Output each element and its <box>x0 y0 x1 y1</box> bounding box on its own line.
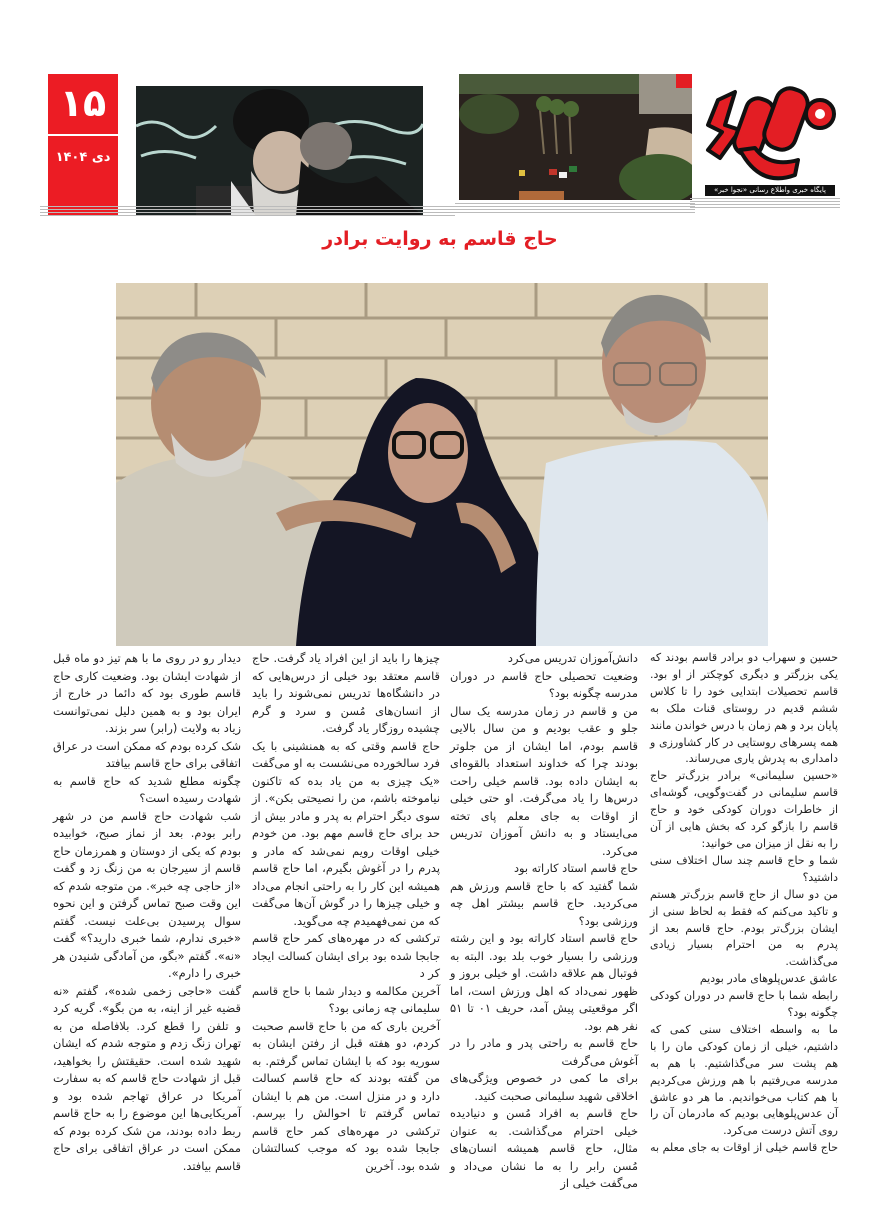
logo-tagline: پایگاه خبری واطلاع رسانی «نجوا خبر» <box>705 185 835 196</box>
article-column-2 <box>450 650 638 1193</box>
paragraph-question: آخرین مکالمه و دیدار شما با حاج قاسم سلیمانی چه زمانی بود؟ <box>252 983 440 1015</box>
header-photo-embrace-image <box>136 86 423 216</box>
paragraph: حاج قاسم به افراد مُسن و دنیادیده خیلی احترام می‌گذاشت. به عنوان مثال، حاج قاسم همیشه انسان‌های مُسن رابر را به ما نشان می‌داد و می‌گفت خیلی از <box>450 1106 638 1190</box>
paragraph: چیزها را باید از این افراد یاد گرفت. حاج قاسم معتقد بود خیلی از درس‌هایی که در دانشگاه‌ها تدریس نمی‌شوند را باید از انسان‌های مُسن و سرد و گرم چشیده روزگار یاد گرفت. <box>251 651 440 735</box>
paragraph-question: رابطه شما با حاج قاسم در دوران کودکی چگونه بود؟ <box>650 989 838 1020</box>
subheading: دانش‌آموزان تدریس می‌کرد <box>507 651 638 665</box>
paragraph-question: وضعیت تحصیلی حاج قاسم در دوران مدرسه چگونه بود؟ <box>450 668 638 700</box>
subheading: عاشق عدس‌پلوهای مادر بودیم <box>699 972 838 986</box>
header-photo-crowd <box>459 74 692 200</box>
paragraph-question: شما و حاج قاسم چند سال اختلاف سنی داشتید؟ <box>650 853 838 884</box>
header-dotted-rule <box>40 206 455 218</box>
paragraph-question: شما گفتید که با حاج قاسم ورزش هم می‌کردید. حاج قاسم بیشتر اهل چه ورزشی بود؟ <box>450 878 638 928</box>
header-dotted-rule <box>690 198 840 210</box>
header-photo-crowd-image <box>459 74 692 200</box>
paragraph-question: چگونه مطلع شدید که حاج قاسم به شهادت رسیده است؟ <box>53 773 241 805</box>
logo-graphic <box>700 80 840 190</box>
paragraph: من دو سال از حاج قاسم بزرگ‌تر هستم و تاکید می‌کنم که فقط به لحاظ سنی از ایشان بزرگ‌تر بودم. حاج قاسم بعد از پدرم به من احترام بسیار زیادی می‌گذاشت. <box>650 887 838 969</box>
article-column-4 <box>53 650 241 1175</box>
paragraph: آخرین باری که من با حاج قاسم صحبت کردم، دو هفته قبل از رفتن ایشان به سوریه بود که با ایشان تماس گرفتم. به من گفته بودند که حاج قاسم کسالت دارد و در منزل است. من هم با ایشان تماس گرفتم تا احوالش را بپرسم. ترکشی در مهره‌های کمر حاج قاسم جابجا شده بود که موجب کسالتشان شده بود. آخرین <box>252 1018 440 1173</box>
brand-logo <box>700 80 840 190</box>
page-number-divider <box>48 134 118 136</box>
article-main-photo <box>116 283 768 646</box>
article-column-1 <box>650 650 838 1157</box>
subheading: حاج قاسم خیلی از اوقات به جای معلم به <box>650 1141 838 1155</box>
paragraph: دیدار رو در روی ما با هم تیز دو ماه قبل از شهادت ایشان بود. وضعیت کاری حاج قاسم طوری بود که دائما در خارج از ایران بود و به همین دلیل نمی‌توانست زیاد به ولایت (رابر) سر بزند. <box>53 651 241 735</box>
paragraph: «حسین سلیمانی» برادر بزرگ‌تر حاج قاسم سلیمانی در گفت‌وگویی، گوشه‌ای از خاطرات دوران کودکی خود و حاج قاسم را بازگو کرد که بخش هایی از آن را به نقل از میزان می خوانید: <box>650 769 838 850</box>
header-dotted-rule <box>455 203 695 215</box>
paragraph: شب شهادت حاج قاسم من در شهر رابر بودم. بعد از نماز صبح، خوابیده بودم که یکی از دوستان و همرزمان حاج قاسم از سیرجان به من زنگ زد و گفت «از حاجی چه خبر». من متوجه شدم که این وقت صبح تماس گرفتن و این نحوه سوال پرسیدن بی‌علت نیست. گفتم «خبری ندارم، شما خبری دارید؟» گفت «نه». گفتم «بگو، من آمادگی شنیدن هر خبری را دارم». <box>53 808 241 980</box>
family-photo-image <box>116 283 768 646</box>
paragraph: حاج قاسم استاد کاراته بود و این رشته ورزشی را بسیار خوب بلد بود. البته به فوتبال هم علاقه داشت. او خیلی بروز و ظهور نمی‌داد که اهل ورزش است، اما اگر موقعیتی پیش آمد، حریف ۰۱ تا ۵۱ نفر هم بود. <box>450 931 639 1033</box>
header-photo-embrace <box>136 86 423 216</box>
subheading: ترکشی که در مهره‌های کمر حاج قاسم جابجا شده بود برای ایشان کسالت ایجاد کر د <box>252 931 440 980</box>
page-number-box <box>48 74 118 216</box>
article-column-3 <box>252 650 440 1175</box>
paragraph: حاج قاسم وقتی که به همنشینی با یک فرد سالخورده می‌نشست به او می‌گفت «یک چیزی به من یاد بده که تاکنون نیاموخته باشم، من را نصیحتی بکن». از سوی دیگر احترام به پدر و مادر بیش از حد برای حاج قاسم مهم بود. من خودم خیلی اوقات رویم نمی‌شد که مادر و پدرم را در آغوش بگیرم، اما حاج قاسم همیشه این کار را به راحتی انجام می‌داد و خیلی چیزها را در گوش آن‌ها می‌گفت که من نمی‌فهمیدم چه می‌گوید. <box>252 738 440 928</box>
subheading: حاج قاسم به راحتی پدر و مادر را در آغوش می‌گرفت <box>450 1036 638 1068</box>
subheading: شک کرده بودم که ممکن است در عراق اتفاقی برای حاج قاسم بیافتد <box>53 738 241 770</box>
paragraph-question: برای ما کمی در خصوص ویژگی‌های اخلاقی شهید سلیمانی صحبت کنید. <box>450 1071 638 1103</box>
issue-date: دی ۱۴۰۴ <box>55 150 111 165</box>
subheading: حاج قاسم استاد کاراته بود <box>513 861 638 875</box>
paragraph: گفت «حاجی زخمی شده»، گفتم «نه قضیه غیر از اینه، به من بگو». گریه کرد و تلفن را قطع کرد. بلافاصله من به تهران زنگ زدم و متوجه شدم که ایشان شهید شده است. حقیقتش را بخواهید، قبل از شهادت حاج قاسم که به سفارت آمریکا در عراق تهاجم شده بود و آمریکایی‌ها این موضوع را به حاج قاسم ربط داده بودند، من شک کرده بودم که ممکن است در عراق اتفاقی برای حاج قاسم بیافتد. <box>53 983 241 1173</box>
page-number: ۱۵ <box>59 81 107 125</box>
paragraph: حسین و سهراب دو برادر قاسم بودند که یکی بزرگتر و دیگری کوچکتر از او بود. قاسم تحصیلات ابتدایی خود را تا کلاس ششم قدیم در روستای قنات ملک به پایان برد و هم زمان با درس خواندن مانند همه پسرهای روستایی در کار کشاورزی و دامداری به پدرش یاری می‌رساند. <box>650 651 838 766</box>
article-headline: حاج قاسم به روایت برادر <box>322 228 558 250</box>
paragraph: ما به واسطه اختلاف سنی کمی که داشتیم، خیلی از زمان کودکی مان را با هم پشت سر می‌گذاشتیم. با هم به مدرسه می‌رفتیم با هم ورزش می‌کردیم با هم کتاب می‌خواندیم. ما هر دو عاشق آن عدس‌پلوهایی بودیم که مادرمان آن را روی آتش درست می‌کرد. <box>650 1022 838 1138</box>
paragraph: من و قاسم در زمان مدرسه یک سال جلو و عقب بودیم و من سال بالایی قاسم بودم، اما ایشان از من جلوتر بودند چرا که خداوند استعداد بالقوه‌ای به ایشان داده بود. قاسم خیلی راحت درس‌ها را یاد می‌گرفت. او حتی خیلی از اوقات به جای معلم پای تخته می‌ایستاد و به دانش آموزان تدریس می‌کرد. <box>450 703 638 858</box>
